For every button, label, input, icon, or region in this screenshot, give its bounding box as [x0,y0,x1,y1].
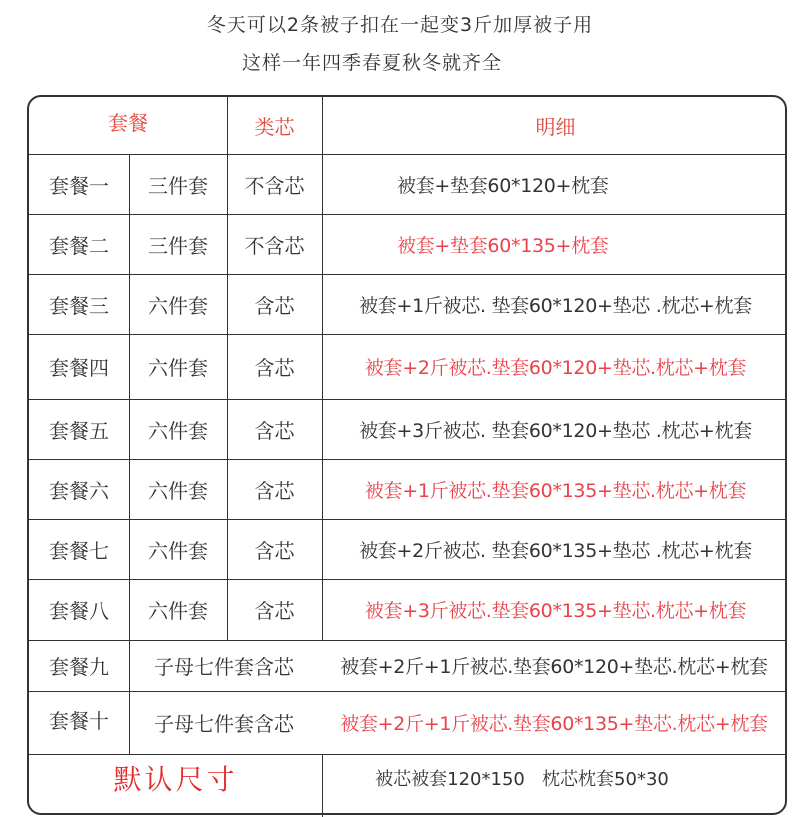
intro-line-1: 冬天可以2条被子扣在一起变3斤加厚被子用 [206,14,594,36]
row-detail-highlight: 被套+2斤被芯.垫套60*120+垫芯.枕芯+枕套 [364,357,747,379]
row-detail-highlight: 被套+1斤被芯.垫套60*135+垫芯.枕芯+枕套 [364,479,747,502]
row-set: 六件套 [148,599,208,623]
row-set: 六件套 [148,418,208,443]
row-package: 套餐八 [49,599,109,623]
row-detail: 被套+垫套60*120+枕套 [397,174,609,197]
row-detail-highlight: 被套+垫套60*135+枕套 [397,234,609,257]
row-detail-highlight: 被套+2斤+1斤被芯.垫套60*135+垫芯.枕芯+枕套 [340,713,768,735]
row-set: 六件套 [148,538,208,563]
row-core: 含芯 [254,538,295,563]
row-set: 三件套 [148,173,208,198]
row-detail-highlight: 被套+3斤被芯.垫套60*135+垫芯.枕芯+枕套 [364,600,747,622]
row-set: 六件套 [148,356,208,380]
header-package: 套餐 [108,111,148,135]
row-package: 套餐五 [49,418,109,443]
row-core: 不含芯 [244,173,305,198]
row-package: 套餐六 [49,478,109,503]
row-set-core: 子母七件套含芯 [154,712,294,736]
row-package: 套餐二 [49,233,109,258]
row-detail: 被套+2斤+1斤被芯.垫套60*120+垫芯.枕芯+枕套 [340,656,768,678]
row-core: 含芯 [254,293,295,318]
row-core: 含芯 [254,418,295,443]
default-size-label: 默认尺寸 [113,763,238,796]
row-package: 套餐七 [49,538,109,563]
row-core: 含芯 [254,599,295,623]
row-package: 套餐一 [49,173,109,198]
default-size-value: 被芯被套120*150 枕芯枕套50*30 [375,769,669,790]
row-core: 不含芯 [244,233,305,258]
row-package: 套餐十 [49,709,109,733]
row-package: 套餐九 [49,655,109,679]
row-core: 含芯 [254,478,295,503]
header-detail: 明细 [535,115,576,139]
row-set-core: 子母七件套含芯 [154,655,294,679]
row-package: 套餐三 [49,293,109,318]
row-detail: 被套+3斤被芯. 垫套60*120+垫芯 .枕芯+枕套 [359,419,752,442]
row-set: 三件套 [148,233,208,258]
row-detail: 被套+1斤被芯. 垫套60*120+垫芯 .枕芯+枕套 [359,294,752,317]
row-set: 六件套 [148,478,208,503]
row-set: 六件套 [148,293,208,318]
package-table [27,95,787,815]
row-package: 套餐四 [49,356,109,380]
row-detail: 被套+2斤被芯. 垫套60*135+垫芯 .枕芯+枕套 [359,539,752,562]
row-core: 含芯 [254,356,295,380]
intro-line-2: 这样一年四季春夏秋冬就齐全 [241,52,502,74]
header-type: 类芯 [254,115,295,139]
